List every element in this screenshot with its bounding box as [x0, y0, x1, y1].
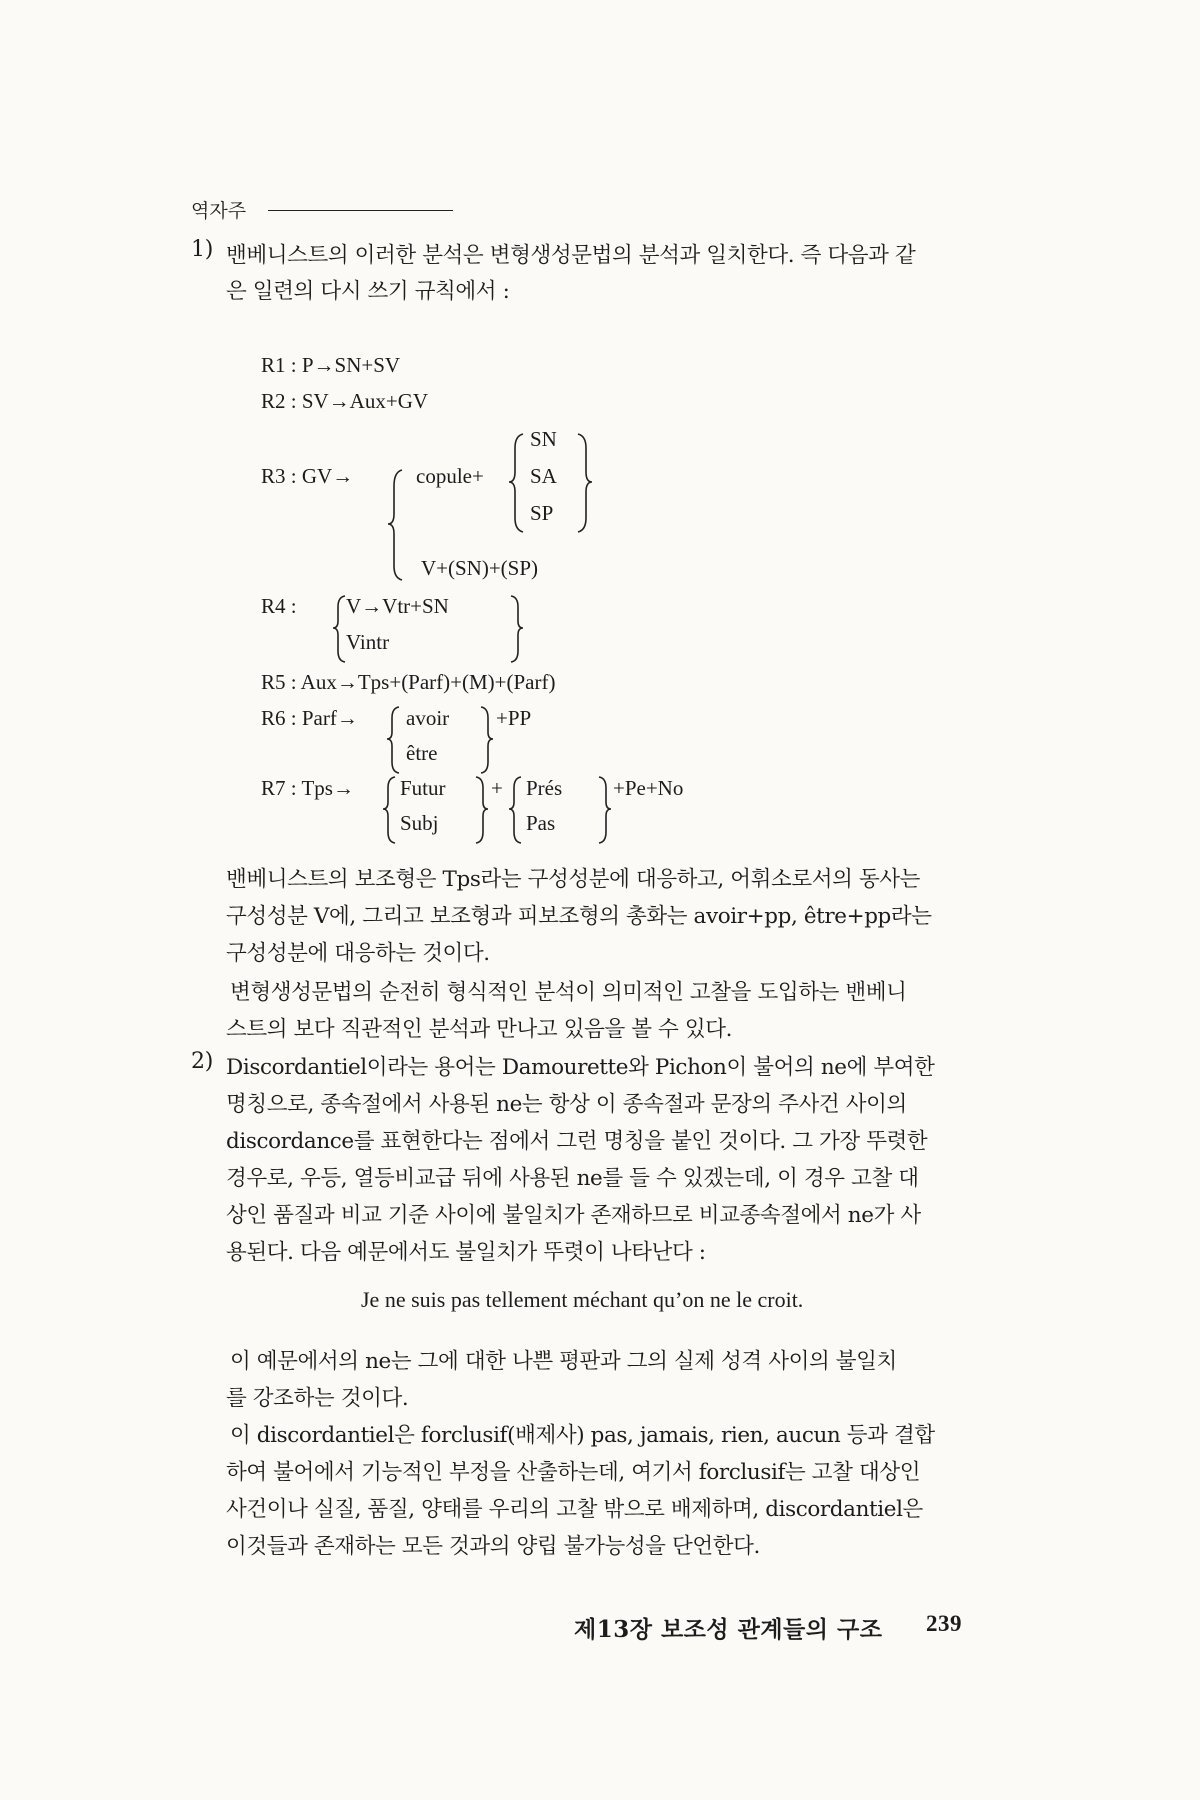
rule-r4-option: V→Vtr+SN	[346, 594, 449, 618]
note-1-line: 은 일련의 다시 쓰기 규칙에서 :	[226, 279, 510, 304]
note-2-line: discordance를 표현한다는 점에서 그런 명칭을 붙인 것이다. 그 가장 뚜렷한	[226, 1129, 928, 1154]
note-1-line: 밴베니스트의 이러한 분석은 변형생성문법의 분석과 일치한다. 즉 다음과 같	[226, 243, 916, 268]
note-2-line: 명칭으로, 종속절에서 사용된 ne는 항상 이 종속절과 문장의 주사건 사이의	[226, 1092, 907, 1117]
rule-r3-label: R3 : GV→	[261, 464, 354, 488]
rule-r7-left-brace-a	[382, 774, 398, 846]
rule-r7-right-brace-b	[596, 774, 612, 846]
rule-r4-label: R4 :	[261, 594, 297, 618]
note-1-para-line: 구성성분에 대응하는 것이다.	[226, 941, 490, 966]
note-2-after-line: 이것들과 존재하는 모든 것과의 양립 불가능성을 단언한다.	[226, 1534, 760, 1559]
note-2-line: 경우로, 우등, 열등비교급 뒤에 사용된 ne를 들 수 있겠는데, 이 경우 고찰 대	[226, 1166, 919, 1191]
note-1-para-line: 밴베니스트의 보조형은 Tps라는 구성성분에 대응하고, 어휘소로서의 동사는	[226, 867, 921, 892]
page-number: 239	[926, 1611, 962, 1636]
rule-r3-inner-left-brace	[508, 430, 526, 534]
rule-r6-label: R6 : Parf→	[261, 706, 358, 730]
rule-r3-outer-brace	[386, 466, 406, 582]
rule-r4-option: Vintr	[346, 630, 390, 654]
rule-r7-option-b: Prés	[526, 776, 563, 800]
rule-r7-option-b: Pas	[526, 811, 556, 835]
note-2-after-line: 하여 불어에서 기능적인 부정을 산출하는데, 여기서 forclusif는 고찰 대상인	[226, 1460, 921, 1485]
rule-r3-alternative: V+(SN)+(SP)	[421, 556, 539, 580]
rule-r1: R1 : P→SN+SV	[261, 353, 401, 377]
notes-header	[191, 196, 453, 223]
rule-r2: R2 : SV→Aux+GV	[261, 389, 429, 413]
rule-r7-plus: +	[491, 776, 503, 800]
rule-r7-right-brace-a	[473, 774, 489, 846]
rule-r3-copule: copule+	[416, 464, 484, 488]
note-1-para-line: 스트의 보다 직관적인 분석과 만나고 있음을 볼 수 있다.	[226, 1017, 733, 1042]
note-2-line: Discordantiel이라는 용어는 Damourette와 Pichon이 불어의 ne에 부여한	[226, 1055, 935, 1080]
rule-r4-right-brace	[508, 593, 524, 665]
note-1-number: 1)	[191, 237, 213, 262]
note-2-after-line: 이 discordantiel은 forclusif(배제사) pas, jamais, rien, aucun 등과 결합	[230, 1423, 935, 1448]
rule-r5: R5 : Aux→Tps+(Parf)+(M)+(Parf)	[261, 670, 556, 694]
notes-title: 역자주	[191, 200, 247, 222]
rule-r3-option: SA	[530, 464, 557, 488]
note-2-line: 용된다. 다음 예문에서도 불일치가 뚜렷이 나타난다 :	[226, 1240, 706, 1265]
rule-r3-option: SN	[530, 427, 557, 451]
note-2-line: 상인 품질과 비교 기준 사이에 불일치가 존재하므로 비교종속절에서 ne가 사	[226, 1203, 921, 1228]
rule-r7-option-a: Subj	[400, 811, 439, 835]
rule-r6-left-brace	[386, 704, 402, 776]
running-footer-title: 제13장 보조성 관계들의 구조	[574, 1616, 883, 1643]
header-rule	[268, 210, 453, 211]
rule-r7-suffix: +Pe+No	[613, 776, 684, 800]
rule-r6-right-brace	[478, 704, 494, 776]
note-2-after-line: 를 강조하는 것이다.	[226, 1386, 409, 1411]
rule-r6-option: être	[406, 741, 438, 765]
rule-r6-option: avoir	[406, 706, 450, 730]
rule-r3-inner-right-brace	[575, 430, 593, 534]
rule-r6-suffix: +PP	[496, 706, 532, 730]
note-2-after-line: 이 예문에서의 ne는 그에 대한 나쁜 평판과 그의 실제 성격 사이의 불일치	[230, 1349, 897, 1374]
rule-r7-left-brace-b	[508, 774, 524, 846]
note-1-para-line: 변형생성문법의 순전히 형식적인 분석이 의미적인 고찰을 도입하는 밴베니	[230, 980, 907, 1005]
rule-r7-option-a: Futur	[400, 776, 446, 800]
rule-r7-label: R7 : Tps→	[261, 776, 354, 800]
note-2-after-line: 사건이나 실질, 품질, 양태를 우리의 고찰 밖으로 배제하며, discordantiel은	[226, 1497, 923, 1522]
note-1-para-line: 구성성분 V에, 그리고 보조형과 피보조형의 총화는 avoir+pp, être+pp라는	[226, 904, 932, 929]
rule-r3-option: SP	[530, 501, 554, 525]
french-example-sentence: Je ne suis pas tellement méchant qu’on ne le croit.	[361, 1287, 804, 1312]
note-2-number: 2)	[191, 1049, 213, 1074]
